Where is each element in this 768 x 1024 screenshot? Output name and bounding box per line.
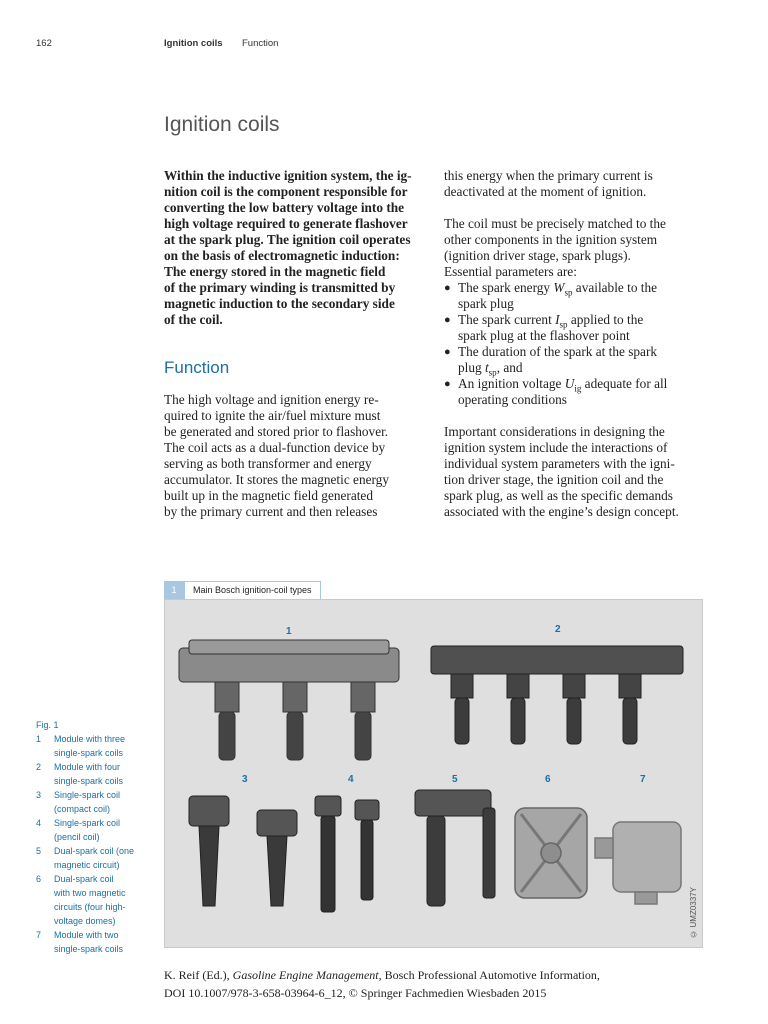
list-item: 2 Module with four single-spark coils <box>36 762 124 786</box>
parameter-list <box>444 280 714 408</box>
citation-footer: K. Reif (Ed.), Gasoline Engine Management, Bosch Professional Automotive Information, DOI 10.1007/978-3-658-03964-6_12, © Springer Fachmedien Wiesbaden 2015 <box>164 968 600 1000</box>
doi-line: DOI 10.1007/978-3-658-03964-6_12, © Springer Fachmedien Wiesbaden 2015 <box>164 986 547 1000</box>
figure-credit: © UMZ0337Y <box>689 887 698 939</box>
figure-caption: Main Bosch ignition-coil types <box>184 581 321 599</box>
right-paragraph-2: The coil must be precisely matched to the other components in the ignition system (ignition driver stage, spark plugs). Essential parameters are: <box>444 216 666 279</box>
list-item: 1 Module with three single-spark coils <box>36 734 126 758</box>
list-item: 7 Module with two single-spark coils <box>36 930 124 954</box>
figure-label-7: 7 <box>640 774 646 785</box>
function-heading: Function <box>164 358 230 377</box>
list-item: 4 Single-spark coil (pencil coil) <box>36 818 121 842</box>
page-number: 162 <box>36 38 52 49</box>
figure-label-4: 4 <box>348 774 354 785</box>
right-column <box>444 168 714 520</box>
running-header-subsection: Function <box>242 38 279 49</box>
coil-module-three <box>179 640 399 760</box>
right-paragraph-3: Important considerations in designing the ignition system include the interactions of individual system parameters with the igni- tion driver stage, the ignition coil and the spark plug, as well as the specific demands associated with the engine’s design concept. <box>444 424 679 519</box>
figure-label-6: 6 <box>545 774 551 785</box>
page-title: Ignition coils <box>164 113 280 136</box>
coil-module-four <box>431 646 683 744</box>
legend-title: Fig. 1 <box>36 720 59 730</box>
figure-ignition-coils <box>164 599 703 948</box>
list-item: ● The duration of the spark at the spark plug $t_{sp}$, and <box>444 344 714 376</box>
figure-label-5: 5 <box>452 774 458 785</box>
function-paragraph: The high voltage and ignition energy re- quired to ignite the air/fuel mixture must be generated and stored prior to flashover. The coil acts as a dual-function device by serving as both transformer and energy accumulator. It stores the magnetic energy built up in the magnetic field generated by the primary current and then releases <box>164 392 389 519</box>
list-item: 5 Dual-spark coil (one magnetic circuit) <box>36 846 135 870</box>
intro-paragraph: Within the inductive ignition system, the ig- nition coil is the component responsible for converting the low battery voltage into the high voltage required to generate flashover at the spark plug. The ignition coil operates on the basis of electromagnetic induction: The energy stored in the magnetic field of the primary winding is transmitted by magnetic induction to the secondary side of the coil. <box>164 168 412 327</box>
figure-number: 1 <box>164 581 184 599</box>
dual-magnetic-coil <box>515 808 587 898</box>
list-item: ● The spark energy $W_{sp}$ available to the spark plug <box>444 280 714 312</box>
figure-caption-tab <box>164 581 321 599</box>
list-item: ● The spark current $I_{sp}$ applied to the spark plug at the flashover point <box>444 312 714 344</box>
figure-label-1: 1 <box>286 626 292 637</box>
two-coil-module <box>595 822 681 904</box>
list-item: 6 Dual-spark coil with two magnetic circuits (four high- voltage domes) <box>36 874 126 926</box>
dual-spark-coil <box>415 790 495 906</box>
list-item: 3 Single-spark coil (compact coil) <box>36 790 121 814</box>
right-paragraph-1: this energy when the primary current is deactivated at the moment of ignition. <box>444 168 653 199</box>
figure-legend <box>36 718 160 956</box>
figure-label-3: 3 <box>242 774 248 785</box>
list-item: ● An ignition voltage $U_{ig}$ adequate for all operating conditions <box>444 376 714 408</box>
pencil-coil <box>315 796 379 912</box>
running-header-section: Ignition coils <box>164 38 223 49</box>
compact-coil <box>189 796 297 906</box>
figure-label-2: 2 <box>555 624 561 635</box>
